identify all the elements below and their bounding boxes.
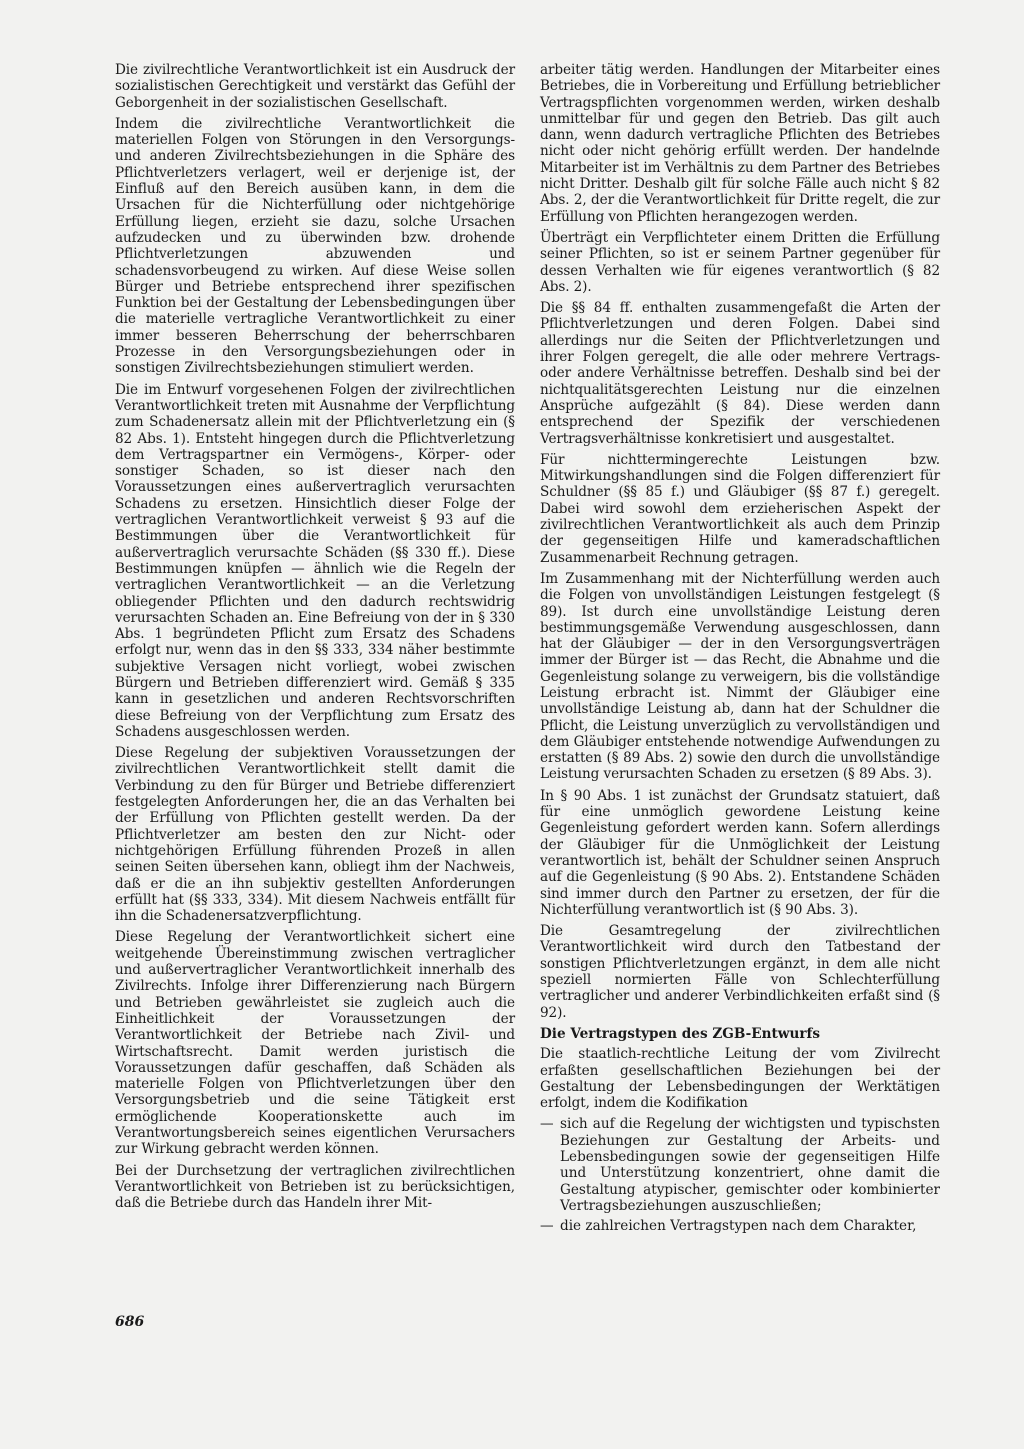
left-column	[115, 62, 515, 1216]
paragraph: In § 90 Abs. 1 ist zunächst der Grundsatz statuiert, daß für eine unmöglich gewordene Leistung keine Gegenleistung gefordert werden kann. Sofern allerdings der Gläubiger für die Unmöglichkeit der Leistung verantwortlich ist, behält der Schuldner seinen Anspruch auf die Gegenleistung (§ 90 Abs. 2). Entstandene Schäden sind immer durch den Partner zu ersetzen, der für die Nichterfüllung verantwortlich ist (§ 90 Abs. 3).	[540, 787, 940, 918]
dash-bullet: —	[540, 1218, 554, 1235]
paragraph: Für nichttermingerechte Leistungen bzw. Mitwirkungshandlungen sind die Folgen differenziert für Schuldner (§§ 85 f.) und Gläubiger (§§ 87 f.) geregelt. Dabei wird sowohl dem erzieherischen Aspekt der zivilrechtlichen Verantwortlichkeit als auch dem Prinzip der gegenseitigen Hilfe und kameradschaftlichen Zusammenarbeit Rechnung getragen.	[540, 451, 940, 566]
section-intro: Die staatlich-rechtliche Leitung der vom Zivilrecht erfaßten gesellschaftlichen Beziehungen bei der Gestaltung der Lebensbedingungen der Werktätigen erfolgt, indem die Kodifikation	[540, 1046, 940, 1112]
list-item	[540, 1218, 940, 1234]
paragraph: Diese Regelung der Verantwortlichkeit sichert eine weitgehende Übereinstimmung zwischen vertraglicher und außervertraglicher Verantwortlichkeit innerhalb des Zivilrechts. Infolge ihrer Differenzierung nach Bürgern und Betrieben gewährleistet sie zugleich auch die Einheitlichkeit der Voraussetzungen der Verantwortlichkeit der Betriebe nach Zivil- und Wirtschaftsrecht. Damit werden juristisch die Voraussetzungen dafür geschaffen, daß Schäden als materielle Folgen von Pflichtverletzungen über den Versorgungsbetrieb und die seine Tätigkeit erst ermöglichende Kooperationskette auch im Verantwortungsbereich seines eigentlichen Verursachers zur Wirkung gebracht werden können.	[115, 929, 515, 1158]
paragraph: Die Gesamtregelung der zivilrechtlichen Verantwortlichkeit wird durch den Tatbestand der sonstigen Pflichtverletzungen ergänzt, in dem alle nicht speziell normierten Fälle von Schlechterfüllung vertraglicher und anderer Verbindlichkeiten erfaßt sind (§ 92).	[540, 923, 940, 1021]
paragraph: Im Zusammenhang mit der Nichterfüllung werden auch die Folgen von unvollständigen Leistungen festgelegt (§ 89). Ist durch eine unvollständige Leistung deren bestimmungsgemäße Verwendung ausgeschlossen, dann hat der Gläubiger — der in den Versorgungsverträgen immer der Bürger ist — das Recht, die Abnahme und die Gegenleistung solange zu verweigern, bis die vollständige Leistung erbracht ist. Nimmt der Gläubiger eine unvollständige Leistung ab, dann hat der Schuldner die Pflicht, die Leistung unverzüglich zu vervollständigen und dem Gläubiger entstehende notwendige Aufwendungen zu erstatten (§ 89 Abs. 2) sowie den durch die unvollständige Leistung verursachten Schaden zu ersetzen (§ 89 Abs. 3).	[540, 570, 940, 783]
dash-bullet: —	[540, 1116, 554, 1133]
dash-list	[540, 1116, 940, 1234]
list-item	[540, 1116, 940, 1214]
paragraph: Die im Entwurf vorgesehenen Folgen der zivilrechtlichen Verantwortlichkeit treten mit Ausnahme der Verpflichtung zum Schadenersatz allein mit der Pflichtverletzung ein (§ 82 Abs. 1). Entsteht hingegen durch die Pflichtverletzung dem Vertragspartner ein Vermögens-, Körper- oder sonstiger Schaden, so ist dieser nach den Voraussetzungen eines außervertraglich verursachten Schadens zu ersetzen. Hinsichtlich dieser Folge der vertraglichen Verantwortlichkeit verweist § 93 auf die Bestimmungen über die Verantwortlichkeit für außervertraglich verursachte Schäden (§§ 330 ff.). Diese Bestimmungen knüpfen — ähnlich wie die Regeln der vertraglichen Verantwortlichkeit — an die Verletzung obliegender Pflichten und den dadurch rechtswidrig verursachten Schaden an. Eine Befreiung von der in § 330 Abs. 1 begründeten Pflicht zum Ersatz des Schadens erfolgt nur, wenn das in den §§ 333, 334 näher bestimmte subjektive Versagen nicht vorliegt, wobei zwischen Bürgern und Betrieben differenziert wird. Gemäß § 335 kann in gesetzlichen und anderen Rechtsvorschriften diese Befreiung von der Verpflichtung zum Ersatz des Schadens ausgeschlossen werden.	[115, 381, 515, 740]
section-heading: Die Vertragstypen des ZGB-Entwurfs	[540, 1025, 821, 1042]
paragraph: Überträgt ein Verpflichteter einem Dritten die Erfüllung seiner Pflichten, so ist er seinem Partner gegenüber für dessen Verhalten wie für eigenes verantwortlich (§ 82 Abs. 2).	[540, 229, 940, 295]
list-item-text: sich auf die Regelung der wichtigsten und typischsten Beziehungen zur Gestaltung der Arbeits- und Lebensbedingungen sowie der gegenseitigen Hilfe und Unterstützung konzentriert, ohne damit die Gestaltung atypischer, gemischter oder kombinierter Vertragsbeziehungen auszuschließen;	[560, 1116, 940, 1214]
paragraph: Die zivilrechtliche Verantwortlichkeit ist ein Ausdruck der sozialistischen Gerechtigkeit und verstärkt das Gefühl der Geborgenheit in der sozialistischen Gesellschaft.	[115, 62, 515, 111]
paragraph: Diese Regelung der subjektiven Voraussetzungen der zivilrechtlichen Verantwortlichkeit stellt damit die Verbindung zu den für Bürger und Betriebe differenziert festgelegten Anforderungen her, die an das Verhalten bei der Erfüllung von Pflichten gestellt werden. Da der Pflichtverletzer am besten den zur Nicht- oder nichtgehörigen Erfüllung führenden Prozeß in allen seinen Seiten übersehen kann, obliegt ihm der Nachweis, daß er die an ihn subjektiv gestellten Anforderungen erfüllt hat (§§ 333, 334). Mit diesem Nachweis entfällt für ihn die Schadenersatzverpflichtung.	[115, 745, 515, 925]
page-number: 686	[115, 1314, 145, 1330]
paragraph: Indem die zivilrechtliche Verantwortlichkeit die materiellen Folgen von Störungen in den Versorgungs- und anderen Zivilrechtsbeziehungen in die Sphäre des Pflichtverletzers verlagert, weil er derjenige ist, der Einfluß auf den Bereich ausüben kann, in dem die Ursachen für die Nichterfüllung oder nichtgehörige Erfüllung liegen, erzieht sie dazu, solche Ursachen aufzudecken und zu überwinden bzw. drohende Pflichtverletzungen abzuwenden und schadensvorbeugend zu wirken. Auf diese Weise sollen Bürger und Betriebe entsprechend ihrer spezifischen Funktion bei der Gestaltung der Lebensbedingungen über die materielle vertragliche Verantwortlichkeit zu einer immer besseren Beherrschung der beherrschbaren Prozesse in den Versorgungsbeziehungen oder in sonstigen Zivilrechtsbeziehungen stimuliert werden.	[115, 115, 515, 377]
right-column	[540, 62, 940, 1238]
paragraph: Die §§ 84 ff. enthalten zusammengefaßt die Arten der Pflichtverletzungen und deren Folgen. Dabei sind allerdings nur die Seiten der Pflichtverletzungen und ihrer Folgen geregelt, die alle oder mehrere Vertrags- oder andere Verhältnisse betreffen. Deshalb sind bei der nichtqualitätsgerechten Leistung nur die einzelnen Ansprüche aufgezählt (§ 84). Diese werden dann entsprechend der Spezifik der verschiedenen Vertragsverhältnisse konkretisiert und ausgestaltet.	[540, 300, 940, 447]
paragraph: arbeiter tätig werden. Handlungen der Mitarbeiter eines Betriebes, die in Vorbereitung und Erfüllung betrieblicher Vertragspflichten vorgenommen werden, wirken deshalb unmittelbar für und gegen den Betrieb. Das gilt auch dann, wenn dadurch vertragliche Pflichten des Betriebes nicht oder nicht gehörig erfüllt werden. Der handelnde Mitarbeiter ist im Verhältnis zu dem Partner des Betriebes nicht Dritter. Deshalb gilt für solche Fälle auch nicht § 82 Abs. 2, der die Verantwortlichkeit für Dritte regelt, die zur Erfüllung von Pflichten herangezogen werden.	[540, 62, 940, 225]
paragraph: Bei der Durchsetzung der vertraglichen zivilrechtlichen Verantwortlichkeit von Betrieben ist zu berücksichtigen, daß die Betriebe durch das Handeln ihrer Mit-	[115, 1162, 515, 1212]
list-item-text: die zahlreichen Vertragstypen nach dem Charakter,	[560, 1218, 917, 1235]
